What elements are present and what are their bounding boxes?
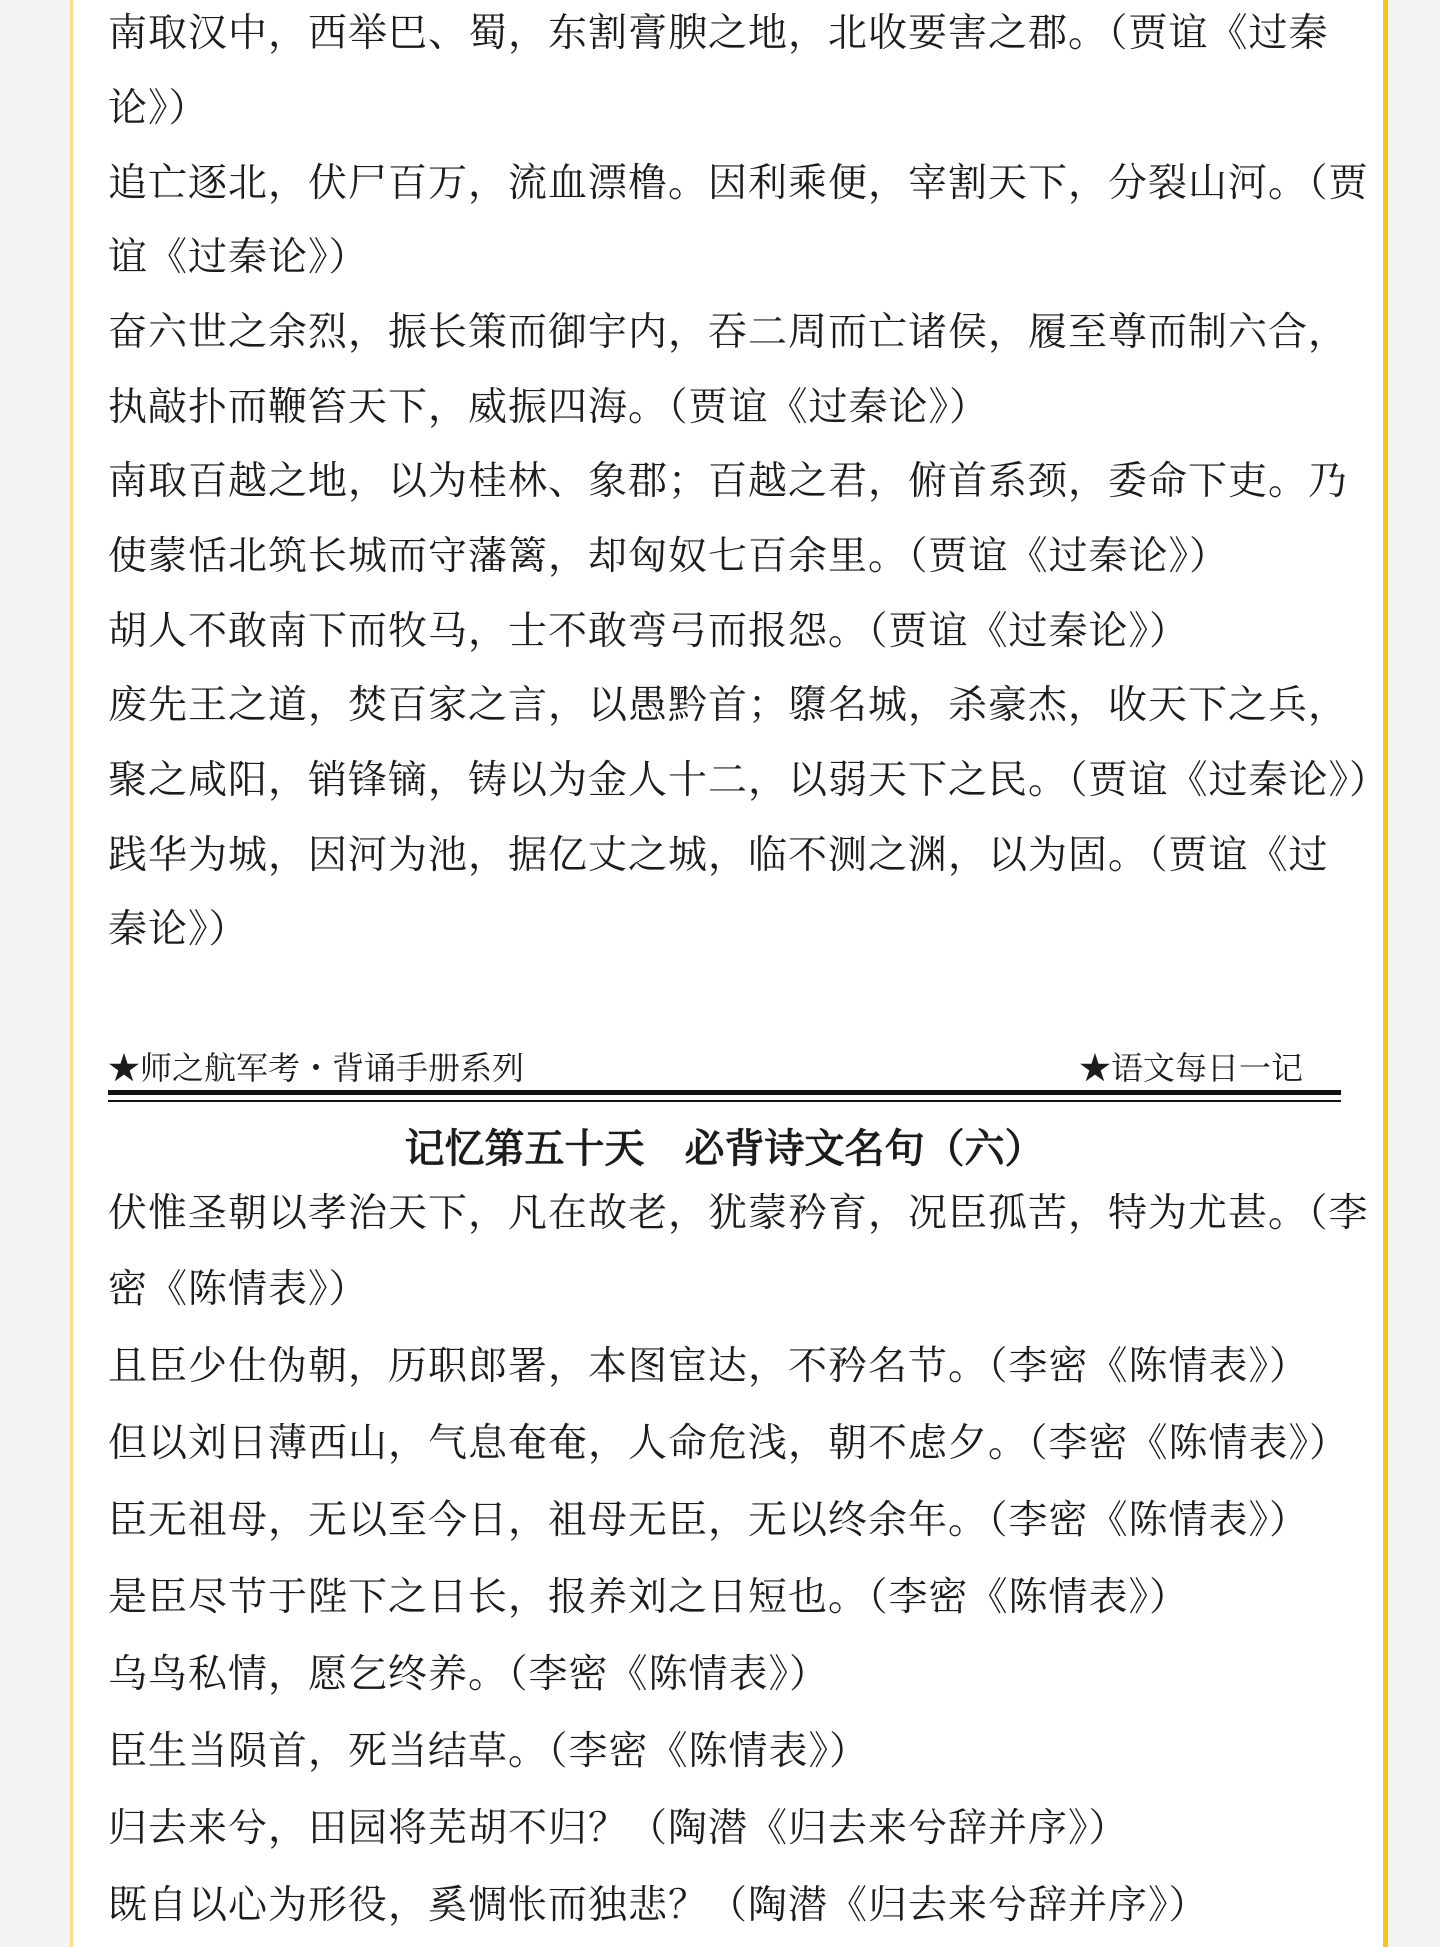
text-line: 伏惟圣朝以孝治天下，凡在故老，犹蒙矜育，况臣孤苦，特为尤甚。（李 bbox=[108, 1191, 1369, 1236]
series-header: ★师之航军考・背诵手册系列 bbox=[108, 1049, 525, 1087]
section-title: 记忆第五十天 必背诗文名句（六） bbox=[404, 1125, 1045, 1172]
text-line: 南取百越之地，以为桂林、象郡；百越之君，俯首系颈，委命下吏。乃 bbox=[108, 459, 1349, 504]
text-line: 使蒙恬北筑长城而守藩篱，却匈奴七百余里。（贾谊《过秦论》） bbox=[108, 534, 1230, 579]
text-line: 聚之咸阳，销锋镝，铸以为金人十二，以弱天下之民。（贾谊《过秦论》） bbox=[108, 758, 1390, 803]
text-line: 废先王之道，焚百家之言，以愚黔首；隳名城，杀豪杰，收天下之兵， bbox=[108, 683, 1349, 728]
text-line: 南取汉中，西举巴、蜀，东割膏腴之地，北收要害之郡。（贾谊《过秦 bbox=[108, 11, 1329, 56]
text-line: 既自以心为形役，奚惆怅而独悲？（陶潜《归去来兮辞并序》） bbox=[108, 1883, 1209, 1928]
text-line: 秦论》） bbox=[108, 907, 249, 952]
text-line: 但以刘日薄西山，气息奄奄，人命危浅，朝不虑夕。（李密《陈情表》） bbox=[108, 1421, 1350, 1466]
text-line: 论》） bbox=[108, 86, 209, 131]
text-line: 且臣少仕伪朝，历职郎署，本图宦达，不矜名节。（李密《陈情表》） bbox=[108, 1344, 1310, 1389]
text-line: 是臣尽节于陛下之日长，报养刘之日短也。（李密《陈情表》） bbox=[108, 1575, 1190, 1620]
text-line: 追亡逐北，伏尸百万，流血漂橹。因利乘便，宰割天下，分裂山河。（贾 bbox=[108, 161, 1369, 206]
text-line: 践华为城，因河为池，据亿丈之城，临不测之渊，以为固。（贾谊《过 bbox=[108, 833, 1329, 878]
header-rule bbox=[108, 1090, 1341, 1095]
text-line: 胡人不敢南下而牧马，士不敢弯弓而报怨。（贾谊《过秦论》） bbox=[108, 609, 1190, 654]
text-line: 奋六世之余烈，振长策而御宇内，吞二周而亡诸侯，履至尊而制六合， bbox=[108, 310, 1349, 355]
text-line: 密《陈情表》） bbox=[108, 1267, 369, 1312]
text-line: 臣生当陨首，死当结草。（李密《陈情表》） bbox=[108, 1729, 870, 1774]
text-line: 执敲扑而鞭笞天下，威振四海。（贾谊《过秦论》） bbox=[108, 385, 990, 430]
text-line: 乌鸟私情，愿乞终养。（李密《陈情表》） bbox=[108, 1652, 830, 1697]
header-rule-thin bbox=[108, 1100, 1341, 1102]
subject-header: ★语文每日一记 bbox=[1079, 1049, 1304, 1087]
text-line: 臣无祖母，无以至今日，祖母无臣，无以终余年。（李密《陈情表》） bbox=[108, 1498, 1310, 1543]
text-line: 归去来兮，田园将芜胡不归？（陶潜《归去来兮辞并序》） bbox=[108, 1806, 1129, 1851]
text-line: 谊《过秦论》） bbox=[108, 235, 369, 280]
